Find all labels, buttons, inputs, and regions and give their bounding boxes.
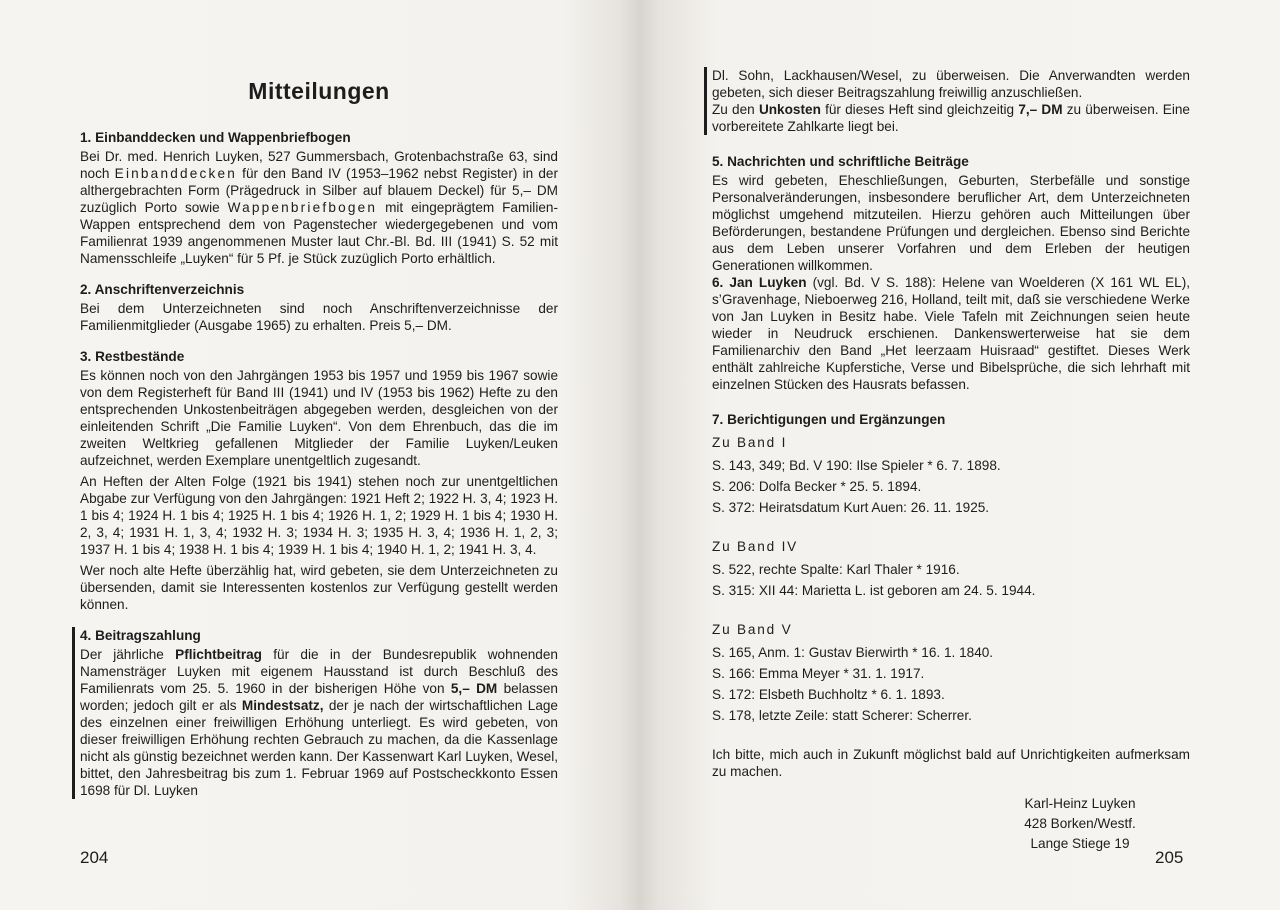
section-4-text-b: für die in der Bundesrepublik wohnenden Namensträger Luyken mit eigenem Hausstand ist durch Beschluß des Familienrats vom 25. 5. 1960 in der bisherigen Höhe von bbox=[80, 647, 558, 696]
band-4-item: S. 522, rechte Spalte: Karl Thaler * 1916. bbox=[712, 562, 960, 577]
section-4-continued-text: Dl. Sohn, Lackhausen/Wesel, zu überweisen. Die Anverwandten werden gebeten, sich dieser Beitragszahlung freiwillig anzuschließen. bbox=[712, 68, 1190, 100]
section-1-text-b: für den Band IV (1953–1962 nebst Register) in der althergebrachten Form (Prägedruck in Silber auf blauem Deckel) für 5,– DM zuzüglich Porto sowie bbox=[80, 166, 558, 215]
band-4-label: Zu Band IV bbox=[712, 539, 799, 554]
page-number-right: 205 bbox=[1155, 848, 1184, 867]
band-1-item: S. 372: Heiratsdatum Kurt Auen: 26. 11. 1925. bbox=[712, 500, 990, 515]
section-6-heading: 6. Jan Luyken bbox=[712, 275, 807, 290]
costs-bold-2: 7,– DM bbox=[1018, 102, 1063, 117]
band-5-item: S. 166: Emma Meyer * 31. 1. 1917. bbox=[712, 666, 925, 681]
section-4-block bbox=[72, 627, 558, 799]
band-1-label: Zu Band I bbox=[712, 435, 788, 450]
section-7-heading: 7. Berichtigungen und Ergänzungen bbox=[712, 412, 946, 427]
section-2-text: Bei dem Unterzeichneten sind noch Anschriftenverzeichnisse der Familienmitglieder (Ausgabe 1965) zu erhalten. Preis 5,– DM. bbox=[80, 301, 558, 333]
section-4-bold-1: Pflichtbeitrag bbox=[175, 647, 262, 662]
section-5-text: Es wird gebeten, Eheschließungen, Geburten, Sterbefälle und sonstige Personalveränderungen, insbesondere beruflicher Art, dem Unterzeichneten möglichst umgehend mitzuteilen. Hierzu gehören auch Mitteilungen über Beförderungen, bestandene Prüfungen und dergleichen. Ebenso sind Berichte aus dem Leben unserer Vorfahren und dem Erleben der heutigen Generationen willkommen. bbox=[712, 173, 1190, 273]
right-page bbox=[640, 0, 1280, 910]
signature-name: Karl-Heinz Luyken bbox=[1024, 796, 1136, 811]
costs-text-c: für dieses Heft sind gleichzeitig bbox=[820, 102, 1019, 117]
signature-block bbox=[980, 794, 1180, 854]
section-3-heading: 3. Restbestände bbox=[80, 349, 185, 364]
section-4-bold-3: Mindestsatz, bbox=[241, 698, 324, 713]
section-2-heading: 2. Anschriftenverzeichnis bbox=[80, 282, 245, 297]
costs-bold-1: Unkosten bbox=[758, 102, 821, 117]
section-3-paragraph-3: Wer noch alte Hefte überzählig hat, wird gebeten, sie dem Unterzeichneten zu übersenden, damit sie Interessenten kostenlos zur Verfügung gestellt werden können. bbox=[80, 563, 558, 612]
signature-city: 428 Borken/Westf. bbox=[1024, 816, 1136, 831]
section-3-paragraph-1: Es können noch von den Jahrgängen 1953 bis 1957 und 1959 bis 1967 sowie von dem Registerheft für Band III (1941) und IV (1953 bis 1962) Hefte zu den entsprechenden Unkostenbeiträgen abgegeben werden, desgleichen von der einleitenden Schrift „Die Familie Luyken“. Von dem Ehrenbuch, das die im zweiten Weltkrieg gefallenen Mitglieder der Familie Luyken/Leuken aufzeichnet, werden Exemplare unentgeltlich zugesandt. bbox=[80, 368, 558, 468]
section-4-text-a: Der jährliche bbox=[80, 647, 176, 662]
section-4-text-c: belassen worden; jedoch gilt er als bbox=[80, 681, 558, 713]
band-5-label: Zu Band V bbox=[712, 622, 793, 637]
left-column bbox=[80, 78, 558, 799]
page-number-left: 204 bbox=[80, 848, 109, 867]
section-1-text-c: mit eingeprägtem Familien-Wappen entsprechend dem von Pagenstecher wiedergegebenen und vom Familienrat 1939 angenommenen Muster laut Chr.-Bl. Bd. III (1941) S. 52 mit Namensschleife „Luyken“ für 5 Pf. je Stück zuzüglich Porto erhältlich. bbox=[80, 200, 558, 266]
section-1-heading: 1. Einbanddecken und Wappenbriefbogen bbox=[80, 130, 351, 145]
page-title: Mitteilungen bbox=[248, 78, 390, 104]
band-4-item: S. 315: XII 44: Marietta L. ist geboren am 24. 5. 1944. bbox=[712, 583, 1036, 598]
closing-text: Ich bitte, mich auch in Zukunft möglichst bald auf Unrichtigkeiten aufmerksam zu machen. bbox=[712, 747, 1190, 779]
section-4-bold-2: 5,– DM bbox=[450, 681, 498, 696]
section-4-text bbox=[80, 646, 558, 799]
band-1-item: S. 206: Dolfa Becker * 25. 5. 1894. bbox=[712, 479, 922, 494]
section-5-heading: 5. Nachrichten und schriftliche Beiträge bbox=[712, 154, 969, 169]
section-4-heading: 4. Beitragszahlung bbox=[80, 628, 201, 643]
section-4-costs-text bbox=[712, 101, 1190, 135]
section-4-continued-block bbox=[704, 67, 1190, 135]
section-1-text-a: Bei Dr. med. Henrich Luyken, 527 Gummersbach, Grotenbachstraße 63, sind noch bbox=[80, 149, 558, 181]
section-1-spaced-2: Wappenbriefbogen bbox=[227, 200, 378, 215]
costs-text-a: Zu den bbox=[712, 102, 759, 117]
section-1-text bbox=[80, 148, 558, 267]
costs-text-e: zu überweisen. Eine vorbereitete Zahlkarte liegt bei. bbox=[712, 102, 1190, 134]
section-4-text-d: der je nach der wirtschaftlichen Lage des einzelnen einer freiwilligen Erhöhung unterliegt. Es wird gebeten, von dieser freiwilligen Erhöhung rechten Gebrauch zu machen, da die Kassenlage nicht als günstig bezeichnet werden kann. Der Kassenwart Karl Luyken, Wesel, bittet, den Jahresbeitrag bis zum 1. Februar 1969 auf Postscheckkonto Essen 1698 für Dl. Luyken bbox=[80, 698, 558, 798]
section-6-text bbox=[712, 274, 1190, 393]
signature-street: Lange Stiege 19 bbox=[1030, 836, 1130, 851]
band-5-item: S. 178, letzte Zeile: statt Scherer: Scherrer. bbox=[712, 708, 972, 723]
section-6-body: (vgl. Bd. V S. 188): Helene van Woelderen (X 161 WL EL), s’Gravenhage, Nieboerweg 216, Holland, teilt mit, daß sie verschiedene Werke von Jan Luyken in Besitz habe. Viele Tafeln mit Zeichnungen seien heute wieder in Neudruck erschienen. Dankenswerterweise hat sie dem Familienarchiv den Band „Het leerzaam Huisraad“ gestiftet. Dieses Werk enthält zahlreiche Kupferstiche, Verse und Bibelsprüche, die sich lehrhaft mit einzelnen Stücken des Hausrats befassen. bbox=[712, 275, 1190, 392]
band-5-item: S. 172: Elsbeth Buchholtz * 6. 1. 1893. bbox=[712, 687, 945, 702]
band-5-item: S. 165, Anm. 1: Gustav Bierwirth * 16. 1. 1840. bbox=[712, 645, 994, 660]
section-1-spaced-1: Einbanddecken bbox=[114, 166, 237, 181]
band-1-item: S. 143, 349; Bd. V 190: Ilse Spieler * 6. 7. 1898. bbox=[712, 458, 1001, 473]
right-column bbox=[712, 67, 1190, 854]
section-3-paragraph-2: An Heften der Alten Folge (1921 bis 1941) stehen noch zur unentgeltlichen Abgabe zur Verfügung von den Jahrgängen: 1921 Heft 2; 1922 H. 3, 4; 1923 H. 1 bis 4; 1924 H. 1 bis 4; 1925 H. 1 bis 4; 1926 H. 1, 2; 1929 H. 1 bis 4; 1930 H. 2, 3, 4; 1931 H. 1, 3, 4; 1932 H. 3; 1934 H. 3; 1935 H. 3, 4; 1936 H. 1, 2, 3; 1937 H. 1 bis 4; 1938 H. 1 bis 4; 1939 H. 1 bis 4; 1940 H. 1, 2; 1941 H. 3, 4. bbox=[80, 474, 558, 557]
